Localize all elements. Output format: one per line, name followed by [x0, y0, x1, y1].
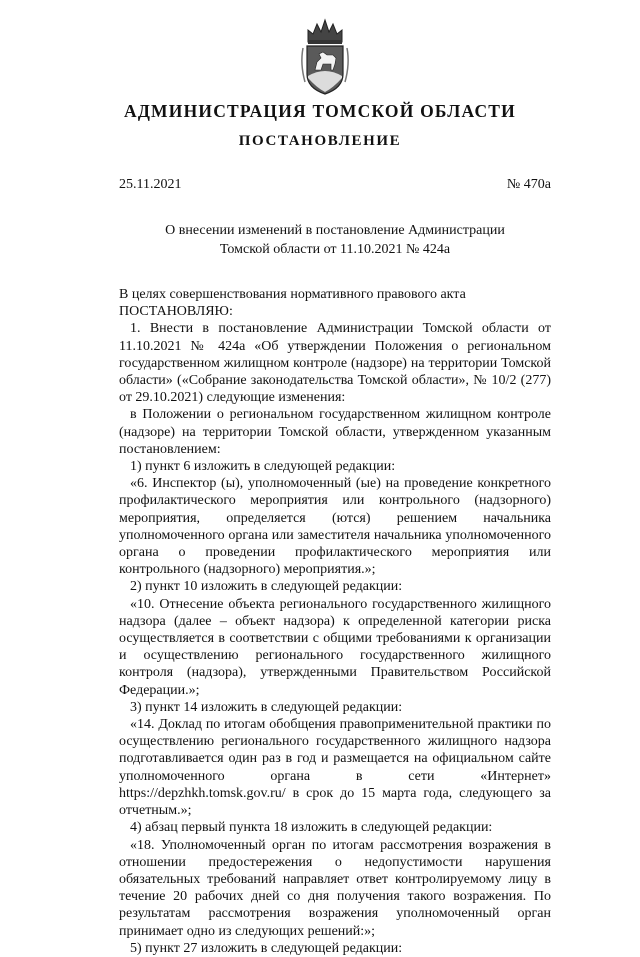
document-number: № 470а [506, 177, 551, 192]
paragraph-item-1-3: 3) пункт 14 изложить в следующей редакции: [130, 699, 403, 715]
document-body [119, 286, 551, 957]
paragraph-item-1: 1. Внести в постановление Администрации Томской области от 11.10.2021 № 424а «Об утверждении Положения о региональном государственном жилищном контроле (надзоре) на территории Томской области» («Собрание законодательства Томской области», № 10/2 (277) от 29.10.2021) следующие изменения: [119, 321, 551, 406]
paragraph-clause-6: «6. Инспектор (ы), уполномоченный (ые) на проведение конкретного профилактического мероприятия или контрольного (надзорного) мероприятия, определяется (ются) решением начальника уполномоченного органа или заместителя начальника уполномоченного органа о проведении профилактического мероприятия или контрольного (надзорного) мероприятия.»; [119, 476, 551, 578]
paragraph-clause-14: «14. Доклад по итогам обобщения правоприменительной практики по осуществлению регионального государственного жилищного надзора подготавливается один раз в год и размещается на официальном сайте уполномоченного органа в сети «Интернет» https://depzhkh.tomsk.gov.ru/ в срок до 15 марта года, следующего за отчетным.»; [119, 717, 551, 819]
subject-line-1: О внесении изменений в постановление Администрации [165, 223, 505, 238]
tomsk-coat-of-arms-icon [299, 12, 351, 96]
paragraph-clause-10: «10. Отнесение объекта регионального государственного жилищного надзора (далее – объект надзора) к определенной категории риска осуществляется в соответствии с общими требованиями к организации и осуществлению регионального государственного жилищного контроля (надзора), утвержденными Правительством Российской Федерации.»; [119, 596, 551, 698]
paragraph-item-1-4: 4) абзац первый пункта 18 изложить в следующей редакции: [130, 820, 493, 836]
paragraph-item-1-1: 1) пункт 6 изложить в следующей редакции: [130, 459, 396, 475]
document-date: 25.11.2021 [119, 177, 182, 192]
document-subject [119, 221, 551, 259]
paragraph-preamble: В целях совершенствования нормативного правового акта [119, 287, 466, 302]
paragraph-item-1-2: 2) пункт 10 изложить в следующей редакции: [130, 579, 403, 595]
paragraph-resolve: ПОСТАНОВЛЯЮ: [119, 304, 233, 320]
organization-title: АДМИНИСТРАЦИЯ ТОМСКОЙ ОБЛАСТИ [123, 101, 516, 121]
document-type-title: ПОСТАНОВЛЕНИЕ [238, 133, 402, 149]
subject-line-2: Томской области от 11.10.2021 № 424а [219, 242, 451, 257]
paragraph-item-1-5: 5) пункт 27 изложить в следующей редакции: [130, 940, 403, 956]
paragraph-clause-18: «18. Уполномоченный орган по итогам рассмотрения возражения в отношении предостережения о недопустимости нарушения обязательных требований направляет ответ контролируемому лицу в течение 20 рабочих дней со дня получения такого возражения. По результатам рассмотрения возражения уполномоченный орган принимает одно из следующих решений:»; [119, 837, 551, 939]
paragraph-regulation-ref: в Положении о региональном государственном жилищном контроле (надзоре) на территории Томской области, утвержденном указанным постановлением: [119, 407, 551, 457]
